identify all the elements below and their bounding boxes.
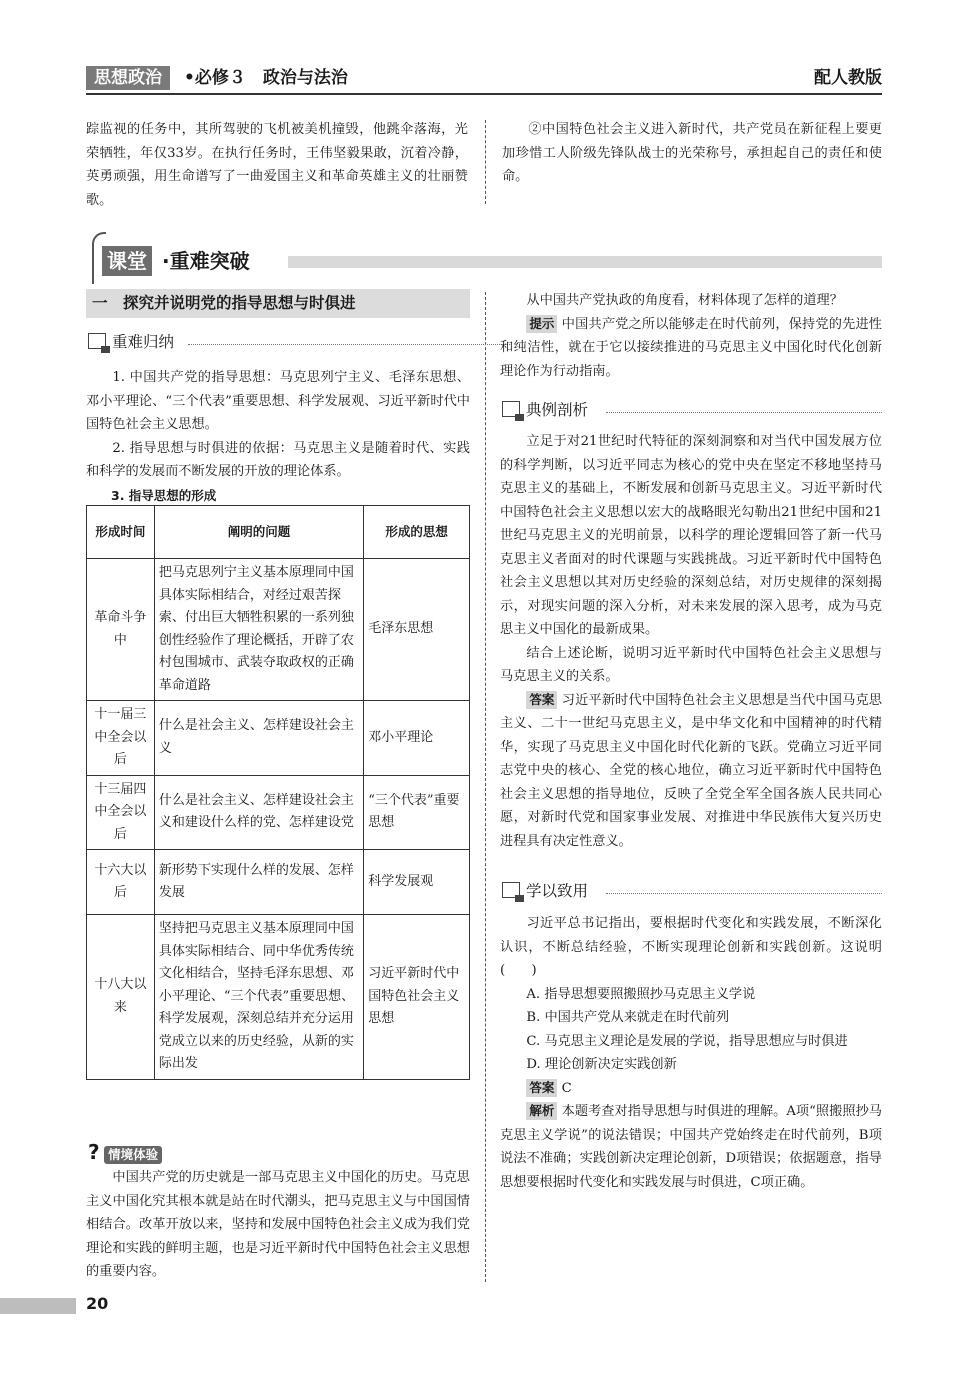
- point-1: 1. 中国共产党的指导思想：马克思列宁主义、毛泽东思想、邓小平理论、“三个代表”重要思想、科学发展观、习近平新时代中国特色社会主义思想。: [86, 370, 470, 432]
- material-question: 从中国共产党执政的角度看，材料体现了怎样的道理？: [526, 293, 843, 308]
- table-row: [87, 850, 470, 915]
- scenario-heading: [88, 1140, 470, 1164]
- answer-value: C: [561, 1080, 572, 1096]
- top-left-paragraph: 踪监视的任务中，其所驾驶的飞机被美机撞毁，他跳伞落海，光荣牺牲，年仅33岁。在执行任务时，王伟坚毅果敢，沉着冷静，英勇顽强，用生命谱写了一曲爱国主义和革命英雄主义的壮丽赞歌。: [86, 122, 468, 208]
- exercise-analysis: [500, 1100, 882, 1194]
- hint-text: 中国共产党之所以能够走在时代前列，保持党的先进性和纯洁性，就在于它以接续推进的马克思主义中国化时代化创新理论作为行动指南。: [500, 316, 882, 379]
- table-cell: 新形势下实现什么样的发展、怎样发展: [154, 850, 363, 915]
- table-cell: 把马克思列宁主义基本原理同中国具体实际相结合，对经过艰苦探索、付出巨大牺牲积累的一系列独创性经验作了理论概括，开辟了农村包围城市、武装夺取政权的正确革命道路: [154, 559, 363, 701]
- table-header-cell: 阐明的问题: [154, 506, 363, 559]
- answer-label: 答案: [526, 691, 557, 709]
- edition-label: 配人教版: [814, 68, 882, 88]
- box-icon: [502, 401, 520, 417]
- table-row: [87, 915, 470, 1080]
- table-cell: “三个代表”重要思想: [364, 775, 470, 850]
- topic-heading: 一 探究并说明党的指导思想与时俱进: [86, 289, 470, 318]
- table-cell: 十一届三中全会以后: [87, 701, 155, 776]
- table-header-cell: 形成时间: [87, 506, 155, 559]
- table-row: [87, 559, 470, 701]
- dotted-rule: [606, 412, 882, 413]
- analysis-text: 本题考查对指导思想与时俱进的理解。A项“照搬照抄马克思主义学说”的说法错误；中国共产党始终走在时代前列，B项说法不准确；实践创新决定理论创新，D项错误；依据题意，指导思想要根据时代变化和实践发展与时俱进，C项正确。: [500, 1104, 882, 1190]
- answer-text: 习近平新时代中国特色社会主义思想是当代中国马克思主义、二十一世纪马克思主义，是中华文化和中国精神的时代精华，实现了马克思主义中国化时代化新的飞跃。党确立习近平同志党中央的核心、全党的核心地位，确立习近平新时代中国特色社会主义思想的指导地位，反映了全党全军全国各族人民共同心愿，对新时代党和国家事业发展、对推进中华民族伟大复兴历史进程具有决定性意义。: [500, 692, 882, 849]
- option-d: D. 理论创新决定实践创新: [526, 1057, 677, 1072]
- table-cell: 十八大以来: [87, 915, 155, 1080]
- hint-label: 提示: [526, 315, 557, 333]
- table-header-cell: 形成的思想: [364, 506, 470, 559]
- key-points-text: [86, 366, 470, 507]
- box-icon: [88, 333, 106, 349]
- case-question: 结合上述论断，说明习近平新时代中国特色社会主义思想与马克思主义的关系。: [500, 645, 882, 684]
- table-cell: 十三届四中全会以后: [87, 775, 155, 850]
- table-cell: 坚持把马克思主义基本原理同中国具体实际相结合、同中华优秀传统文化相结合，坚持毛泽东思想、邓小平理论、“三个代表”重要思想、科学发展观，深刻总结并充分运用党成立以来的历史经验，从新的实际出发: [154, 915, 363, 1080]
- subhead-apply: 学以致用: [502, 879, 882, 903]
- table-row: [87, 701, 470, 776]
- scenario-label: 情境体验: [104, 1146, 162, 1164]
- scenario-text: 中国共产党的历史就是一部马克思主义中国化的历史。马克思主义中国化究其根本就是站在时代潮头，把马克思主义与中国国情相结合。改革开放以来，坚持和发展中国特色社会主义成为我们党理论和实践的鲜明主题，也是习近平新时代中国特色社会主义思想的重要内容。: [86, 1170, 470, 1279]
- subhead-key-points: 重难归纳: [88, 330, 470, 354]
- book-title: •必修３ 政治与法治: [184, 68, 348, 88]
- subject-label: 思想政治: [86, 66, 170, 90]
- exercise-block: [500, 912, 882, 1194]
- section-tag: 课堂: [102, 246, 152, 276]
- table-cell: 邓小平理论: [364, 701, 470, 776]
- case-answer: [500, 689, 882, 854]
- case-text: 立足于对21世纪时代特征的深刻洞察和对当代中国发展方位的科学判断，以习近平同志为核心的党中央在坚定不移地坚持马克思主义的基础上，不断发展和创新马克思主义。习近平新时代中国特色社会主义思想以宏大的战略眼光勾勒出21世纪中国和21世纪马克思主义的光明前景，以科学的理论逻辑回答了新一代马克思主义者面对的时代课题与实践挑战。习近平新时代中国特色社会主义思想以其对历史经验的深刻总结，对历史规律的深刻揭示，对现实问题的深入分析，对未来发展的深入思考，成为马克思主义中国化的最新成果。: [500, 434, 882, 637]
- box-icon: [502, 882, 520, 898]
- option-c: C. 马克思主义理论是发展的学说，指导思想应与时俱进: [526, 1033, 848, 1049]
- analysis-label: 解析: [526, 1102, 557, 1120]
- dotted-rule: [606, 893, 882, 894]
- footer-bar: [0, 1298, 76, 1314]
- page-number: 20: [86, 1294, 109, 1313]
- table-cell: 什么是社会主义、怎样建设社会主义: [154, 701, 363, 776]
- option-b: B. 中国共产党从来就走在时代前列: [526, 1010, 730, 1025]
- page-header: [86, 63, 882, 95]
- table-cell: 科学发展观: [364, 850, 470, 915]
- table-cell: 毛泽东思想: [364, 559, 470, 701]
- dotted-rule: [188, 344, 510, 345]
- question-mark-icon: ?: [88, 1140, 100, 1164]
- point-2: 2. 指导思想与时俱进的依据：马克思主义是随着时代、实践和科学的发展而不断发展的开放的理论体系。: [86, 440, 470, 479]
- section-title: ·重难突破: [162, 249, 250, 273]
- answer-label: 答案: [526, 1079, 557, 1097]
- subhead-case-analysis: 典例剖析: [502, 398, 882, 422]
- column-divider-top: [485, 120, 486, 204]
- banner-stripe: [288, 256, 882, 268]
- table-cell: 革命斗争中: [87, 559, 155, 701]
- case-analysis-block: [500, 430, 882, 853]
- exercise-stem: 习近平总书记指出，要根据时代变化和实践发展，不断深化认识，不断总结经验，不断实现理论创新和实践创新。这说明( ): [500, 916, 882, 978]
- table-header-row: [87, 506, 470, 559]
- table-cell: 十六大以后: [87, 850, 155, 915]
- table-row: [87, 775, 470, 850]
- guide-table: [86, 505, 470, 1080]
- column-divider-main: [485, 292, 486, 1282]
- guide-table-wrapper: [86, 505, 470, 1080]
- right-upper-block: [500, 289, 882, 383]
- section-banner: [92, 232, 882, 288]
- exercise-answer: [500, 1077, 882, 1101]
- table-cell: 什么是社会主义、怎样建设社会主义和建设什么样的党、怎样建设党: [154, 775, 363, 850]
- option-a: A. 指导思想要照搬照抄马克思主义学说: [526, 986, 756, 1002]
- hint-paragraph: [500, 313, 882, 384]
- point-3: 3. 指导思想的形成: [111, 487, 217, 503]
- top-right-paragraph: ②中国特色社会主义进入新时代，共产党员在新征程上要更加珍惜工人阶级先锋队战士的光荣称号，承担起自己的责任和使命。: [502, 122, 882, 184]
- table-cell: 习近平新时代中国特色社会主义思想: [364, 915, 470, 1080]
